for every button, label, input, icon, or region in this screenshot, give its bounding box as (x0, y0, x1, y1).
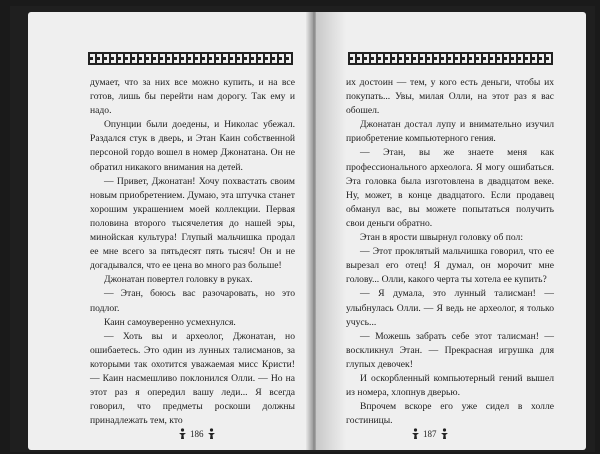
figure-ornament-icon (207, 428, 216, 440)
figure-ornament-icon (178, 428, 187, 440)
paragraph: — Этан, боюсь вас разочаровать, но это подлог. (90, 288, 295, 314)
paragraph: И оскорбленный компьютерный гений вышел из номера, хлопнув дверью. (346, 372, 554, 399)
paragraph: их достоин — тем, у кого есть деньги, чтобы их покупать... Увы, милая Олли, на этот раз я вас обошел. (346, 77, 554, 117)
page-number-left (178, 428, 216, 440)
left-page-text (90, 76, 295, 428)
paragraph: думает, что за них все можно купить, и на все готов, лишь бы перейти нам дорогу. Так ему и надо. (90, 77, 295, 117)
right-page-text (346, 76, 554, 428)
left-page (28, 12, 313, 450)
paragraph: Впрочем вскоре его уже сидел в холле гостиницы. (346, 401, 554, 427)
figure-ornament-icon (440, 428, 449, 440)
paragraph: Каин самоуверенно усмехнулся. (104, 316, 236, 328)
paragraph: Опунции были доедены, и Николас убежал. Раздался стук в дверь, и Этан Каин собственной персоной гордо вошел в номер Джонатана. Он не обратил никакого внимания на детей. (90, 119, 295, 173)
paragraph: — Этот проклятый мальчишка говорил, что ее вырезал его отец! Я думал, он морочит мне голову... Олли, какого черта ты хотела ее купить? (346, 246, 554, 286)
greek-key-border (88, 52, 293, 65)
paragraph: — Я думала, это лунный талисман! — улыбнулась Олли. — Я ведь не археолог, я только учусь... (346, 288, 554, 328)
paragraph: — Можешь забрать себе этот талисман! — воскликнул Этан. — Прекрасная игрушка для глупых девочек! (346, 330, 554, 370)
page-number: 187 (423, 429, 437, 439)
right-page (316, 12, 586, 450)
paragraph: — Привет, Джонатан! Хочу похвастать своим новым приобретением. Думаю, эта штучка станет хорошим украшением моей коллекции. Первая половина второго тысячелетия до нашей эры, минойская культура! Глупый мальчишка продал ее мне всего за пятьдесят пять тысяч! Он и не догадывался, что ее цена во много раз больше! (90, 175, 295, 272)
paragraph: Этан в ярости швырнул головку об пол: (360, 232, 523, 244)
page-shadow (316, 12, 346, 450)
page-number: 186 (190, 429, 204, 439)
paragraph: Джонатан повертел головку в руках. (104, 274, 253, 286)
open-book (10, 6, 595, 452)
page-number-right (411, 428, 449, 440)
greek-key-border (348, 52, 553, 65)
figure-ornament-icon (411, 428, 420, 440)
paragraph: — Хоть вы и археолог, Джонатан, но ошибаетесь. Это один из лунных талисманов, за которыми так охотится уважаемая мисс Кристи! — Каин насмешливо поклонился Олли. — Но на этот раз я опередил вашу леди... Я всегда говорил, что предметы роскоши должны принадлежать тем, кто (90, 330, 295, 427)
paragraph: Джонатан достал лупу и внимательно изучил приобретение компьютерного гения. (346, 119, 554, 145)
paragraph: — Этан, вы же знаете меня как профессионального археолога. Я могу ошибаться. Эта головка была изготовлена в двадцатом веке. Ну, может, в конце двадцатого. Если продавец обманул вас, вы можете попытаться получить свои деньги обратно. (346, 147, 554, 229)
